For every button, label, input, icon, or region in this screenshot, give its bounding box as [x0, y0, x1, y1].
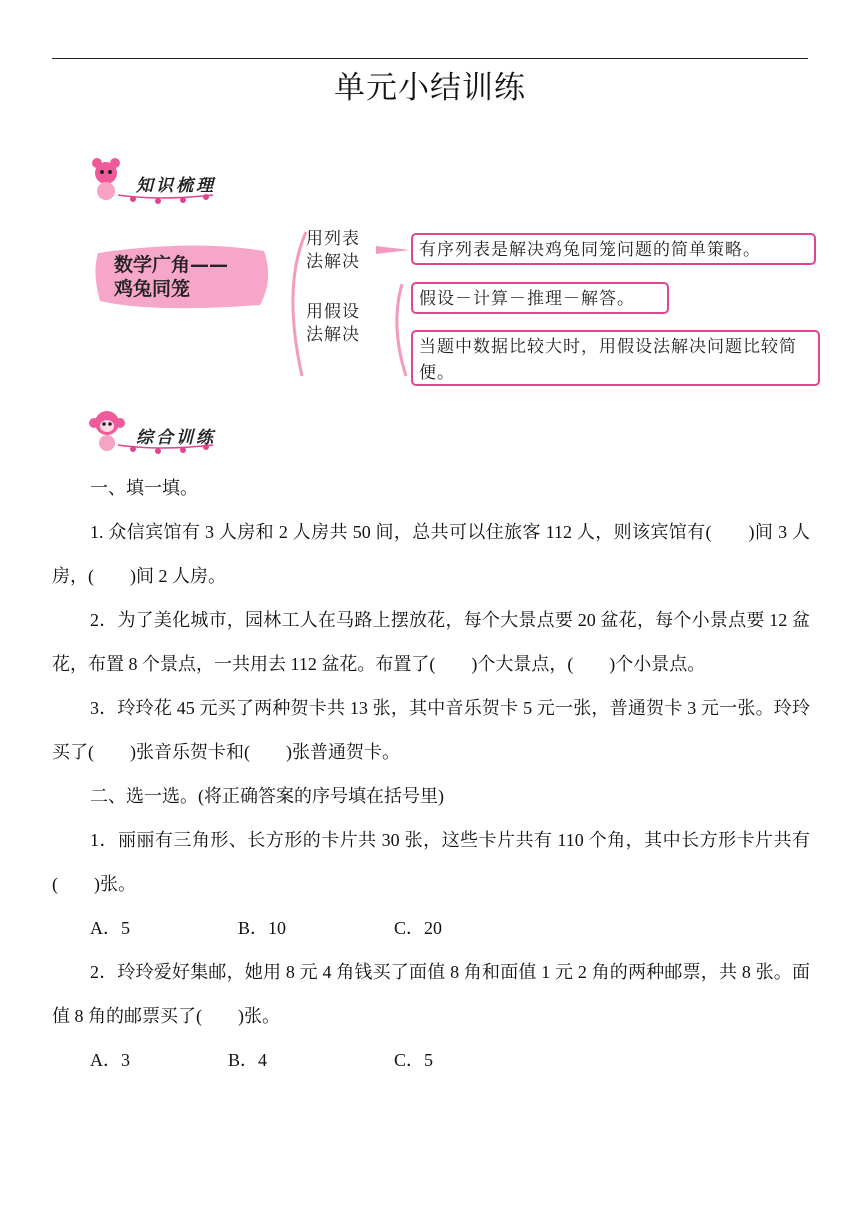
- question-1-2: 2．为了美化城市，园林工人在马路上摆放花，每个大景点要 20 盆花，每个小景点要 12 盆花，布置 8 个景点，一共用去 112 盆花。布置了( )个大景点，( )个小景点。: [52, 610, 810, 674]
- question-2-1: 1．丽丽有三角形、长方形的卡片共 30 张，这些卡片共有 110 个角，其中长方形卡片共有( )张。: [52, 830, 810, 894]
- note-large-data: 当题中数据比较大时，用假设法解决问题比较简便。: [411, 330, 820, 386]
- option-c: C．5: [394, 1050, 434, 1070]
- method-line: 法解决: [306, 325, 360, 345]
- note-list: 有序列表是解决鸡兔同笼问题的简单策略。: [411, 233, 816, 265]
- part2-heading: 二、选一选。(将正确答案的序号填在括号里): [90, 786, 444, 806]
- option-c: C．20: [394, 918, 443, 938]
- option-a: A．3: [90, 1050, 130, 1070]
- option-b: B．4: [228, 1050, 268, 1070]
- option-a: A．5: [90, 918, 130, 938]
- question-1-3: 3．玲玲花 45 元买了两种贺卡共 13 张，其中音乐贺卡 5 元一张，普通贺卡 3 元一张。玲玲买了( )张音乐贺卡和( )张普通贺卡。: [52, 698, 810, 762]
- options-2-2: [52, 1038, 810, 1082]
- section-label: 综合训练: [136, 428, 216, 448]
- section-header-training: [88, 405, 238, 465]
- method-line: 用假设: [306, 302, 360, 322]
- topic-line: 数学广角——: [114, 254, 229, 276]
- question-2-2: 2．玲玲爱好集邮，她用 8 元 4 角钱买了面值 8 角和面值 1 元 2 角的两种邮票，共 8 张。面值 8 角的邮票买了( )张。: [52, 962, 810, 1026]
- topic-text: [114, 253, 228, 301]
- note-steps: 假设－计算－推理－解答。: [411, 282, 669, 314]
- exercise-body: [52, 466, 810, 1082]
- method-line: 用列表: [306, 229, 360, 249]
- question-1-1: 1. 众信宾馆有 3 人房和 2 人房共 50 间，总共可以住旅客 112 人，则该宾馆有( )间 3 人房，( )间 2 人房。: [52, 522, 810, 586]
- section-header-knowledge: [88, 155, 238, 215]
- topic-bubble: [92, 243, 272, 311]
- option-b: B．10: [238, 918, 287, 938]
- method-list: [306, 228, 360, 274]
- options-2-1: [52, 906, 810, 950]
- top-rule: [52, 58, 808, 59]
- part1-heading: 一、填一填。: [90, 478, 198, 498]
- method-assume: [306, 301, 360, 347]
- section-label: 知识梳理: [136, 176, 216, 196]
- page-title: 单元小结训练: [334, 70, 526, 106]
- method-line: 法解决: [306, 252, 360, 272]
- topic-line: 鸡兔同笼: [114, 278, 191, 300]
